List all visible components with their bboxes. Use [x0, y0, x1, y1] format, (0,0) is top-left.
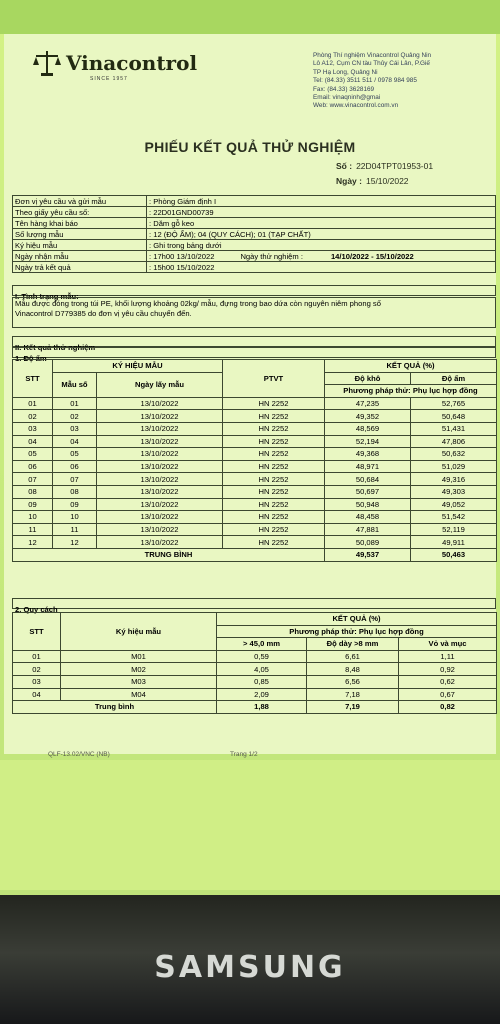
info-label: Ký hiệu mẫu	[13, 240, 147, 251]
contact-line: TP Hạ Long, Quảng Ni	[313, 68, 378, 76]
row-sampling-date: 13/10/2022	[97, 460, 223, 473]
sample-no-header: Mẫu số	[53, 372, 97, 397]
row-sample-no: 03	[53, 422, 97, 435]
method-header: Phương pháp thử: Phụ lục hợp đồng	[325, 385, 497, 398]
report-date	[336, 176, 409, 186]
info-value: : 22D01GND00739	[147, 207, 496, 218]
spec-row-length: 0,59	[217, 650, 307, 663]
row-sampling-date: 13/10/2022	[97, 422, 223, 435]
row-dry: 47,235	[325, 397, 411, 410]
contact-line: Web: www.vinacontrol.com.vn	[313, 102, 399, 110]
lab-contact-block	[313, 52, 500, 111]
row-moisture: 51,431	[411, 422, 497, 435]
results-heading-box	[12, 336, 496, 352]
condition-text	[12, 297, 496, 328]
row-stt: 02	[13, 410, 53, 423]
row-ptvt: HN 2252	[223, 511, 325, 524]
info-row	[13, 262, 496, 273]
row-moisture: 52,765	[411, 397, 497, 410]
row-moisture: 50,648	[411, 410, 497, 423]
average-dry: 49,537	[325, 548, 411, 561]
row-sample-no: 04	[53, 435, 97, 448]
row-sample-no: 12	[53, 536, 97, 549]
row-dry: 50,697	[325, 485, 411, 498]
ptvt-header: PTVT	[223, 360, 325, 398]
row-stt: 01	[13, 397, 53, 410]
moisture-row	[13, 422, 497, 435]
row-dry: 47,881	[325, 523, 411, 536]
row-sampling-date: 13/10/2022	[97, 473, 223, 486]
row-sampling-date: 13/10/2022	[97, 485, 223, 498]
info-label: Đơn vị yêu cầu và gửi mẫu	[13, 196, 147, 207]
condition-heading-box	[12, 285, 496, 301]
scales-logo-icon	[32, 48, 62, 78]
row-sampling-date: 13/10/2022	[97, 397, 223, 410]
spec-row-sample: M03	[61, 675, 217, 688]
spec-heading: 2. Quy cách	[15, 605, 58, 614]
row-ptvt: HN 2252	[223, 448, 325, 461]
row-stt: 08	[13, 485, 53, 498]
spec-average-bark: 0,82	[399, 701, 497, 714]
row-moisture: 49,052	[411, 498, 497, 511]
spec-row-stt: 03	[13, 675, 61, 688]
spec-sample-header: Ký hiệu mẫu	[61, 613, 217, 651]
desktop-area-below-document	[0, 760, 500, 890]
moisture-average-row	[13, 548, 497, 561]
report-date-label: Ngày :	[336, 176, 362, 186]
spec-row-sample: M01	[61, 650, 217, 663]
spec-row-thickness: 6,61	[307, 650, 399, 663]
info-value	[147, 251, 496, 262]
average-moisture: 50,463	[411, 548, 497, 561]
row-ptvt: HN 2252	[223, 397, 325, 410]
spec-average-row	[13, 701, 497, 714]
info-row	[13, 240, 496, 251]
report-number-label: Số :	[336, 161, 353, 171]
spec-length-header: > 45,0 mm	[217, 638, 307, 651]
row-stt: 09	[13, 498, 53, 511]
spec-bark-header: Vỏ và mục	[399, 638, 497, 651]
contact-line: Email: vinaqninh@gmai	[313, 94, 381, 102]
moisture-heading-box	[12, 347, 496, 363]
row-dry: 50,684	[325, 473, 411, 486]
row-sample-no: 09	[53, 498, 97, 511]
row-sampling-date: 13/10/2022	[97, 511, 223, 524]
moisture-row	[13, 536, 497, 549]
sample-info-table	[12, 195, 496, 273]
row-dry: 52,194	[325, 435, 411, 448]
row-moisture: 50,632	[411, 448, 497, 461]
info-value: : 12 (ĐỘ ẨM); 04 (QUY CÁCH); 01 (TẠP CHẤT)	[147, 229, 496, 240]
row-sample-no: 11	[53, 523, 97, 536]
contact-line: Phòng Thí nghiệm Vinacontrol Quảng Nin	[313, 52, 432, 59]
spec-row-length: 2,09	[217, 688, 307, 701]
spec-average-thickness: 7,19	[307, 701, 399, 714]
row-moisture: 47,806	[411, 435, 497, 448]
row-sampling-date: 13/10/2022	[97, 536, 223, 549]
row-moisture: 49,911	[411, 536, 497, 549]
row-moisture: 52,119	[411, 523, 497, 536]
company-logo	[32, 48, 198, 82]
row-stt: 11	[13, 523, 53, 536]
sample-code-header: KÝ HIỆU MẪU	[53, 360, 223, 373]
row-ptvt: HN 2252	[223, 435, 325, 448]
info-value: : Dăm gỗ keo	[147, 218, 496, 229]
info-row	[13, 207, 496, 218]
spec-thickness-header: Độ dày >8 mm	[307, 638, 399, 651]
row-ptvt: HN 2252	[223, 460, 325, 473]
info-label: Ngày trả kết quả	[13, 262, 147, 273]
moisture-row	[13, 435, 497, 448]
row-sample-no: 07	[53, 473, 97, 486]
spec-row-length: 0,85	[217, 675, 307, 688]
row-sampling-date: 13/10/2022	[97, 523, 223, 536]
row-moisture: 51,029	[411, 460, 497, 473]
dry-header: Độ khô	[325, 372, 411, 385]
sampling-date-header: Ngày lấy mẫu	[97, 372, 223, 397]
spec-row-sample: M04	[61, 688, 217, 701]
row-ptvt: HN 2252	[223, 410, 325, 423]
row-stt: 05	[13, 448, 53, 461]
row-sampling-date: 13/10/2022	[97, 498, 223, 511]
document-title: PHIẾU KẾT QUẢ THỬ NGHIỆM	[144, 139, 356, 155]
row-sampling-date: 13/10/2022	[97, 448, 223, 461]
moisture-row	[13, 511, 497, 524]
report-date-value: 15/10/2022	[365, 176, 409, 186]
spec-row-bark: 0,92	[399, 663, 497, 676]
row-ptvt: HN 2252	[223, 498, 325, 511]
test-date-label: Ngày thử nghiệm :	[240, 251, 303, 261]
condition-line: Mẫu được đóng trong túi PE, khối lượng khoảng 02kg/ mẫu, đựng trong bao dứa còn nguyên niêm phong số	[15, 299, 381, 308]
spec-heading-box	[12, 598, 496, 614]
info-label: Số lượng mẫu	[13, 229, 147, 240]
moisture-header: Độ ẩm	[411, 372, 497, 385]
spec-row-stt: 02	[13, 663, 61, 676]
info-row	[13, 251, 496, 262]
results-heading: II. Kết quả thử nghiệm	[15, 343, 96, 352]
received-date: : 17h00 13/10/2022	[149, 251, 215, 261]
row-sample-no: 08	[53, 485, 97, 498]
row-sampling-date: 13/10/2022	[97, 435, 223, 448]
report-number	[336, 161, 433, 171]
row-sample-no: 06	[53, 460, 97, 473]
report-number-value: 22D04TPT01953-01	[356, 161, 434, 171]
moisture-row	[13, 473, 497, 486]
contact-line: Tel: (84.33) 3511 511 / 0978 984 985	[313, 77, 417, 85]
spec-stt-header: STT	[13, 613, 61, 651]
spec-row-length: 4,05	[217, 663, 307, 676]
spec-row	[13, 650, 497, 663]
spec-row	[13, 663, 497, 676]
spec-average-length: 1,88	[217, 701, 307, 714]
row-stt: 03	[13, 422, 53, 435]
info-row	[13, 218, 496, 229]
condition-line: Vinacontrol D779385 do đơn vị yêu cầu chuyển đến.	[15, 308, 192, 318]
row-sample-no: 01	[53, 397, 97, 410]
spec-row-thickness: 6,56	[307, 675, 399, 688]
row-stt: 10	[13, 511, 53, 524]
average-label: TRUNG BÌNH	[13, 548, 325, 561]
row-dry: 48,971	[325, 460, 411, 473]
contact-line: Fax: (84.33) 3628169	[313, 85, 375, 93]
row-stt: 12	[13, 536, 53, 549]
row-dry: 49,352	[325, 410, 411, 423]
moisture-row	[13, 498, 497, 511]
page-number: Trang 1/2	[230, 751, 258, 758]
condition-heading: I. Tình trạng mẫu:	[15, 292, 79, 301]
info-label: Ngày nhận mẫu	[13, 251, 147, 262]
spec-row-bark: 1,11	[399, 650, 497, 663]
row-sample-no: 02	[53, 410, 97, 423]
result-header: KẾT QUẢ (%)	[325, 360, 497, 373]
info-label: Theo giấy yêu cầu số:	[13, 207, 147, 218]
moisture-table	[12, 359, 497, 562]
contact-line: Lô A12, Cụm CN tàu Thủy Cái Lân, P.Giế	[313, 60, 430, 68]
screen-top-area	[0, 0, 500, 34]
spec-row-thickness: 7,18	[307, 688, 399, 701]
spec-row-bark: 0,67	[399, 688, 497, 701]
row-dry: 49,368	[325, 448, 411, 461]
spec-row-stt: 01	[13, 650, 61, 663]
row-moisture: 49,316	[411, 473, 497, 486]
info-value: : 15h00 15/10/2022	[147, 262, 496, 273]
row-sample-no: 05	[53, 448, 97, 461]
info-value: : Ghi trong bảng dưới	[147, 240, 496, 251]
spec-row	[13, 688, 497, 701]
company-name: Vinacontrol	[66, 51, 198, 75]
info-row	[13, 196, 496, 207]
row-ptvt: HN 2252	[223, 523, 325, 536]
row-sampling-date: 13/10/2022	[97, 410, 223, 423]
row-dry: 48,569	[325, 422, 411, 435]
row-moisture: 51,542	[411, 511, 497, 524]
row-sample-no: 10	[53, 511, 97, 524]
spec-table	[12, 612, 497, 714]
test-date-value: 14/10/2022 - 15/10/2022	[330, 251, 414, 261]
row-ptvt: HN 2252	[223, 473, 325, 486]
row-stt: 06	[13, 460, 53, 473]
row-stt: 07	[13, 473, 53, 486]
row-moisture: 49,303	[411, 485, 497, 498]
spec-row-sample: M02	[61, 663, 217, 676]
moisture-row	[13, 523, 497, 536]
row-ptvt: HN 2252	[223, 422, 325, 435]
spec-method-header: Phương pháp thử: Phụ lục hợp đồng	[217, 625, 497, 638]
info-label: Tên hàng khai báo	[13, 218, 147, 229]
spec-row	[13, 675, 497, 688]
stt-header: STT	[13, 360, 53, 398]
row-ptvt: HN 2252	[223, 536, 325, 549]
row-stt: 04	[13, 435, 53, 448]
moisture-row	[13, 448, 497, 461]
company-since: SINCE 1957	[90, 76, 128, 82]
moisture-row	[13, 460, 497, 473]
spec-row-thickness: 8,48	[307, 663, 399, 676]
row-ptvt: HN 2252	[223, 485, 325, 498]
row-dry: 50,089	[325, 536, 411, 549]
info-value: : Phòng Giám định I	[147, 196, 496, 207]
row-dry: 48,458	[325, 511, 411, 524]
moisture-row	[13, 397, 497, 410]
form-code: QLF-13.02/VNC (NB)	[48, 751, 110, 758]
monitor-brand-logo: SAMSUNG	[154, 950, 346, 985]
spec-average-label: Trung bình	[13, 701, 217, 714]
moisture-row	[13, 485, 497, 498]
row-dry: 50,948	[325, 498, 411, 511]
moisture-heading: 1. Độ ẩm	[15, 354, 47, 363]
spec-row-stt: 04	[13, 688, 61, 701]
info-row	[13, 229, 496, 240]
spec-row-bark: 0,62	[399, 675, 497, 688]
spec-result-header: KẾT QUẢ (%)	[217, 613, 497, 626]
moisture-row	[13, 410, 497, 423]
